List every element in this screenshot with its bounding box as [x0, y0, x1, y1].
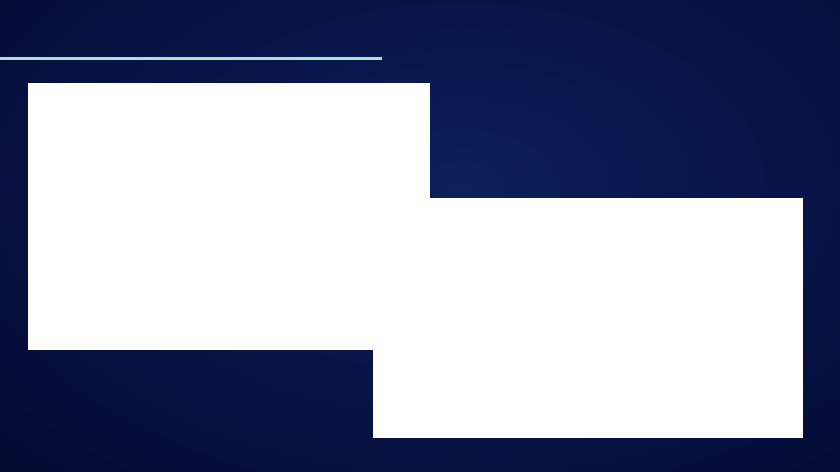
bar-chart — [373, 198, 803, 438]
bar-chart-panel — [373, 198, 803, 438]
pie-chart — [28, 83, 430, 350]
title-underline — [0, 57, 382, 60]
pie-chart-panel — [28, 83, 430, 350]
